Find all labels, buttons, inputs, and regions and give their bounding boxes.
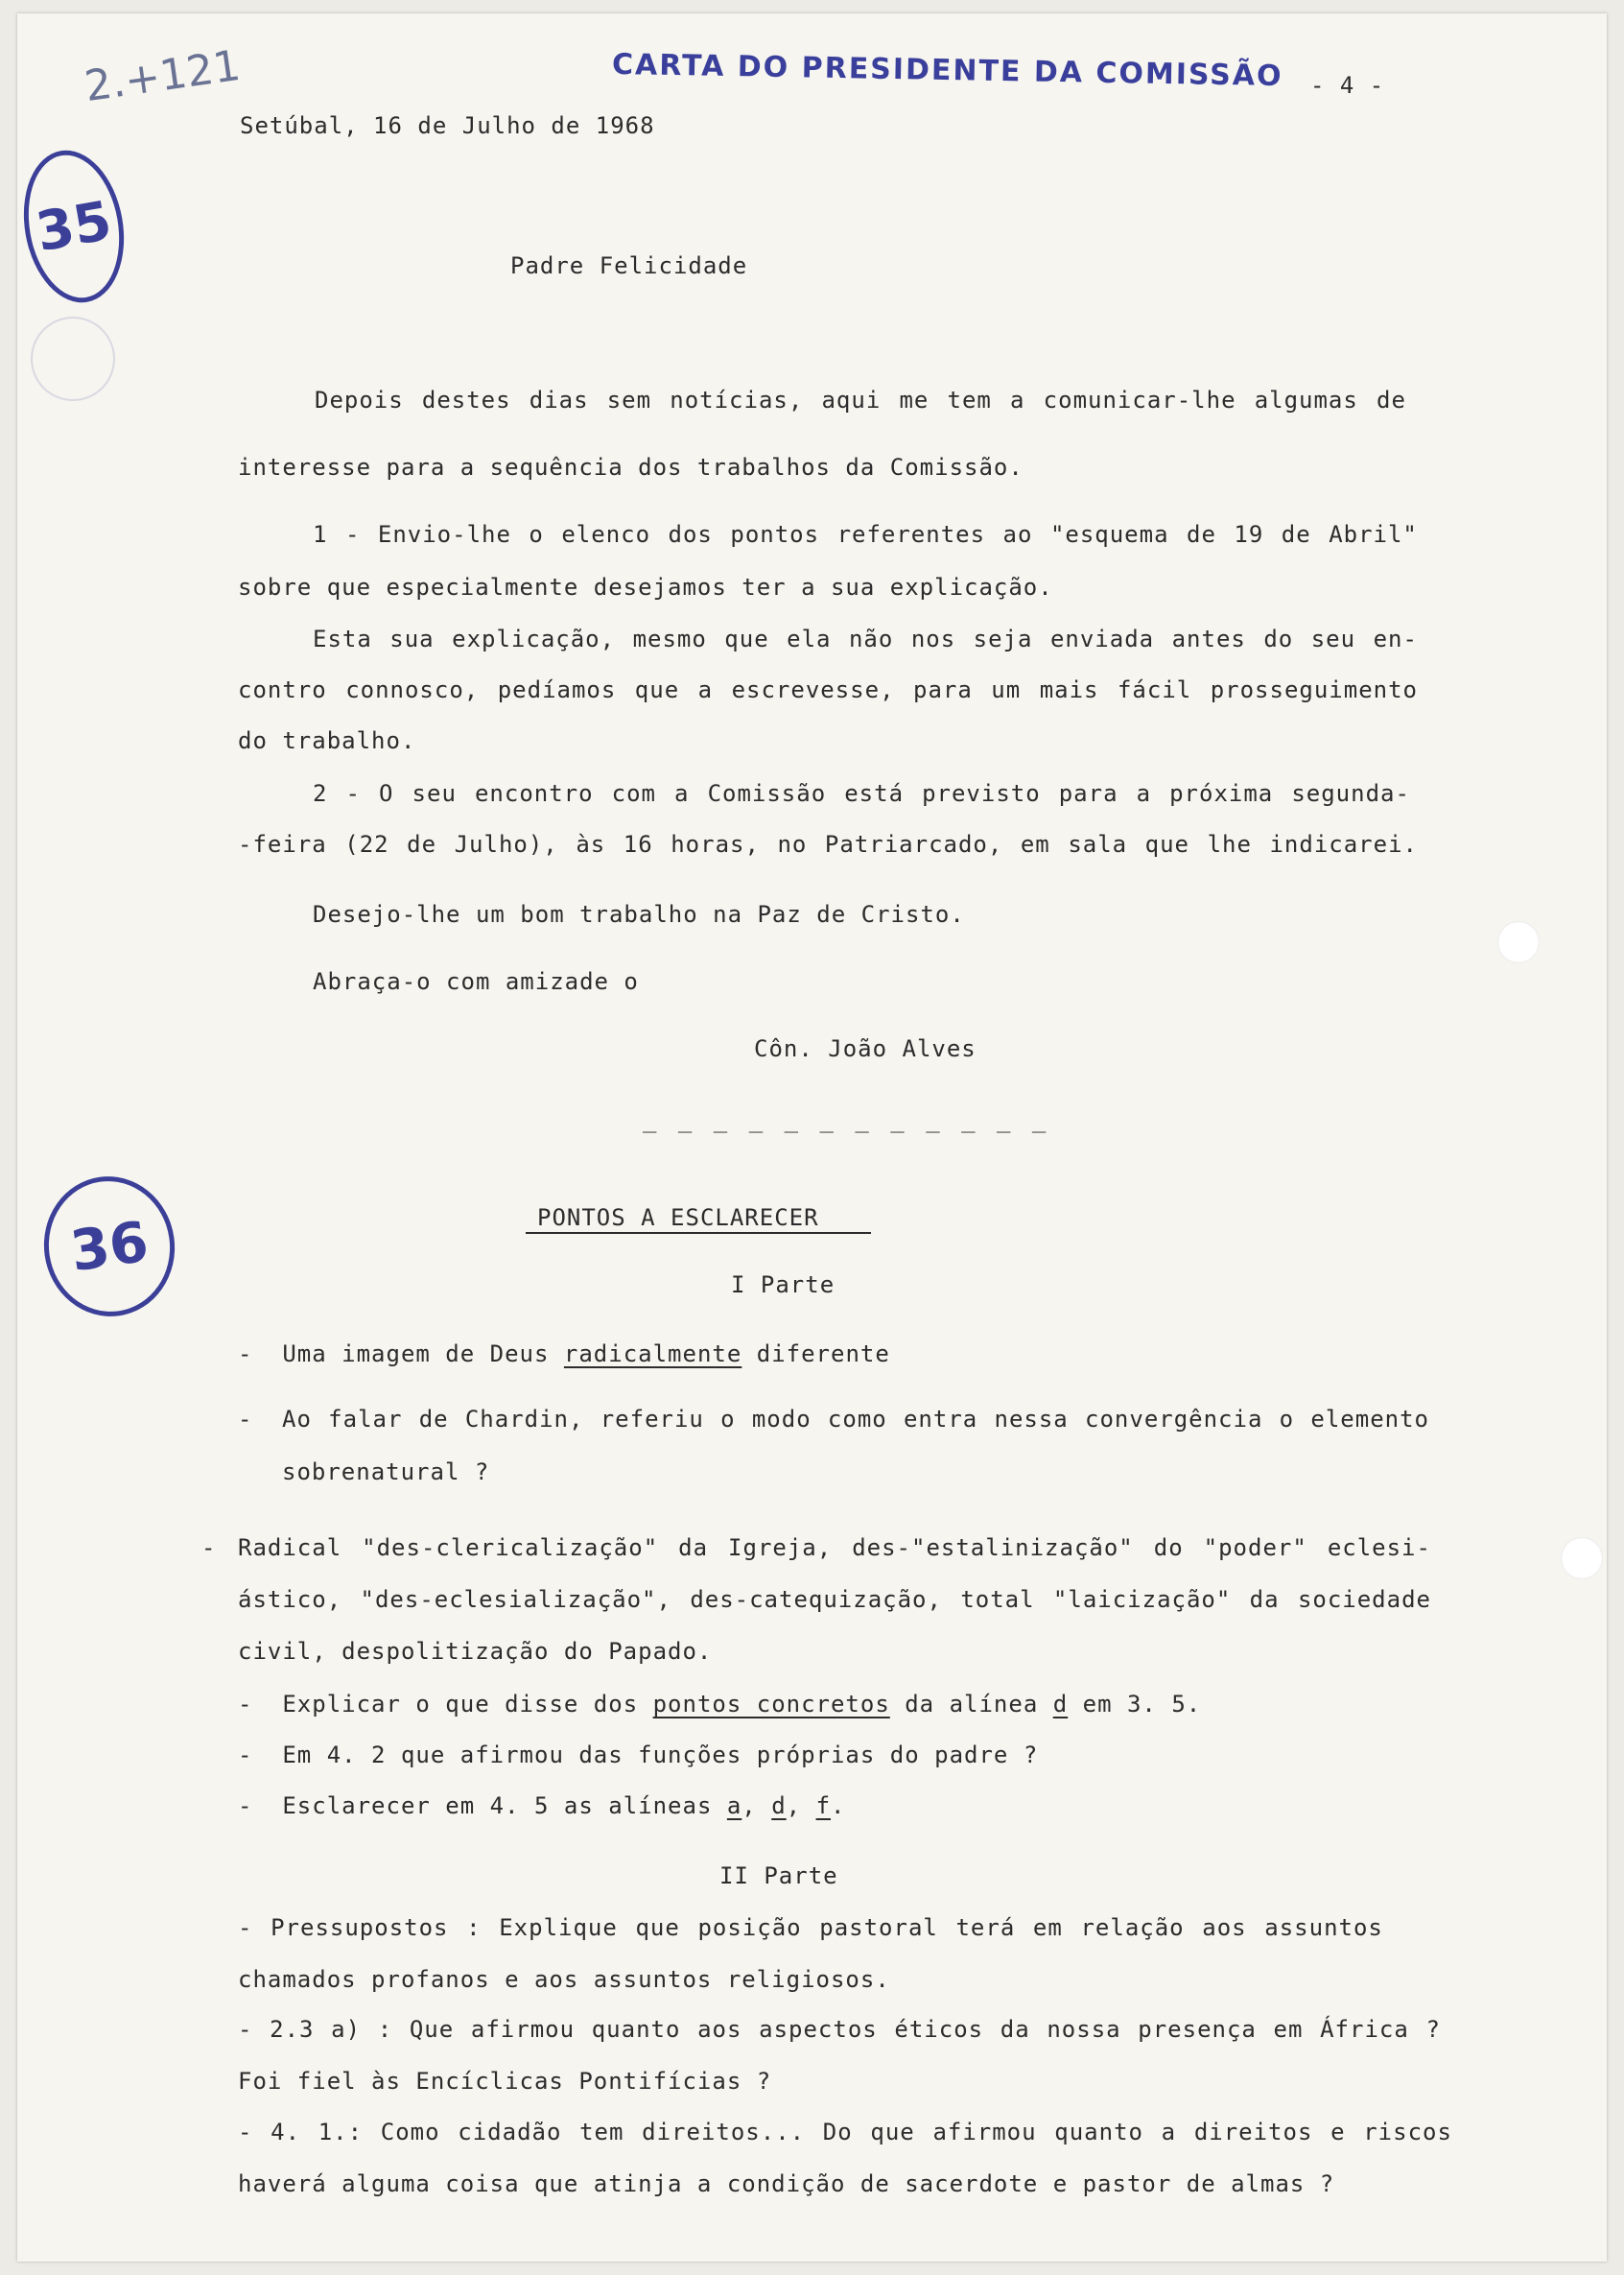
point-item-radical-line-3: civil, despolitização do Papado. — [238, 1638, 713, 1665]
word: indicarei. — [1269, 831, 1418, 858]
word: 19 — [1234, 521, 1264, 548]
separator-dashes: _ _ _ _ _ _ _ _ _ _ _ _ — [643, 1106, 1050, 1133]
word: que — [870, 2119, 915, 2145]
corner-note: 2.+121 — [82, 40, 244, 112]
word: mais — [1039, 676, 1099, 703]
word: "laicização" — [1052, 1586, 1232, 1613]
word: Julho), — [454, 831, 558, 858]
folio-stamp-35 — [17, 142, 135, 310]
word: afirmou — [470, 2016, 576, 2043]
word: a — [697, 676, 714, 703]
word: pontos — [730, 521, 820, 548]
word: a — [1136, 780, 1152, 807]
word: éticos — [894, 2016, 984, 2043]
word: nossa — [1047, 2016, 1121, 2043]
signature-name: Côn. João Alves — [754, 1035, 977, 1062]
word: ela — [787, 626, 832, 652]
word: o — [720, 1406, 736, 1433]
word: Abril" — [1329, 521, 1418, 548]
paragraph-3-line-3: do trabalho. — [238, 727, 416, 754]
word: o — [529, 521, 544, 548]
bullet-dash: - — [238, 1742, 283, 1768]
word: 1.: — [318, 2119, 364, 2145]
word: - — [238, 2016, 253, 2043]
point-item — [238, 1690, 1201, 1718]
faint-circle-mark — [31, 317, 115, 401]
bullet-dash: - — [238, 1406, 253, 1433]
word: algumas — [1254, 387, 1358, 414]
word: quanto — [591, 2016, 681, 2043]
word: nessa — [994, 1406, 1069, 1433]
word: Comissão — [707, 780, 827, 807]
point-text: da alínea — [889, 1691, 1053, 1718]
word: 1 — [313, 521, 328, 548]
word: en- — [1373, 626, 1418, 652]
word: tem — [947, 387, 992, 414]
word: des-"estalinização" — [852, 1534, 1134, 1561]
word: segunda- — [1291, 780, 1410, 807]
word: 2.3 — [270, 2016, 315, 2043]
word: ástico, — [238, 1586, 342, 1613]
word: está — [844, 780, 905, 807]
word: Explique — [499, 1914, 618, 1941]
paragraph-2-line-2: sobre que especialmente desejamos ter a sua explicação. — [238, 574, 1053, 601]
word: Como — [380, 2119, 440, 2145]
word: terá — [955, 1914, 1016, 1941]
point-item-chardin-line-1 — [282, 1405, 1429, 1434]
word: para — [913, 676, 973, 703]
word: direitos... — [642, 2119, 806, 2145]
word: pastoral — [819, 1914, 938, 1941]
recipient: Padre Felicidade — [510, 252, 748, 279]
word: do — [1153, 1534, 1184, 1561]
word: tem — [579, 2119, 624, 2145]
folio-number: 35 — [31, 189, 117, 264]
word: a — [1161, 2119, 1177, 2145]
word: em — [1020, 831, 1050, 858]
word: notícias, — [670, 387, 804, 414]
word: que — [1144, 831, 1190, 858]
point-text: Em 4. 2 que afirmou das funções próprias do padre ? — [282, 1742, 1039, 1768]
bullet-dash: - — [238, 1340, 283, 1367]
word: Igreja, — [728, 1534, 833, 1561]
closing-embrace: Abraça-o com amizade o — [313, 968, 639, 995]
point-item — [238, 1741, 1038, 1769]
word: Do — [822, 2119, 853, 2145]
point-text: diferente — [741, 1340, 890, 1367]
word: elenco — [561, 521, 651, 548]
word: relação — [1080, 1914, 1185, 1941]
part-1-heading: I Parte — [731, 1271, 836, 1298]
word: O — [379, 780, 394, 807]
word: de — [1281, 521, 1311, 548]
word: des-catequização, — [690, 1586, 942, 1613]
word: afirmou — [932, 2119, 1037, 2145]
word: a — [1010, 387, 1025, 414]
word: Chardin, — [464, 1406, 584, 1433]
word: que — [634, 676, 680, 703]
bullet-dash: - — [238, 1792, 283, 1819]
word: encontro — [474, 780, 594, 807]
word: posição — [697, 1914, 802, 1941]
underlined-text: d — [1052, 1691, 1069, 1718]
word: Patriarcado, — [824, 831, 1003, 858]
word: - — [345, 780, 361, 807]
word: - — [238, 1914, 253, 1941]
word: às — [576, 831, 606, 858]
underlined-text: radicalmente — [563, 1340, 742, 1367]
word: - — [238, 2119, 253, 2145]
word: seja — [973, 626, 1033, 652]
word: escrevesse, — [731, 676, 895, 703]
word: não — [848, 626, 894, 652]
place-date: Setúbal, 16 de Julho de 1968 — [240, 112, 655, 139]
word: o — [1279, 1406, 1295, 1433]
part-2-heading: II Parte — [719, 1862, 838, 1889]
word: enviada — [1049, 626, 1155, 652]
word: de — [1377, 387, 1406, 414]
word: explicação, — [452, 626, 616, 652]
word: aqui — [821, 387, 882, 414]
word: e — [1330, 2119, 1346, 2145]
word: 4. — [271, 2119, 301, 2145]
page-number: - 4 - — [1310, 72, 1385, 99]
word: de — [418, 1406, 449, 1433]
word: aspectos — [759, 2016, 878, 2043]
word: que — [635, 1914, 680, 1941]
closing-wish: Desejo-lhe um bom trabalho na Paz de Cristo. — [313, 901, 965, 928]
word: me — [899, 387, 930, 414]
word: presença — [1138, 2016, 1257, 2043]
word: 16 — [623, 831, 653, 858]
word: Radical — [238, 1534, 342, 1561]
word: Que — [409, 2016, 455, 2043]
word: de — [407, 831, 437, 858]
word: lhe — [1207, 831, 1252, 858]
word: sua — [389, 626, 435, 652]
underlined-text: pontos concretos — [652, 1691, 890, 1718]
punch-hole-bottom — [1561, 1537, 1603, 1579]
underlined-text: f — [815, 1792, 832, 1819]
word: : — [377, 2016, 393, 2043]
word: mesmo — [632, 626, 707, 652]
handwritten-title: CARTA DO PRESIDENTE DA COMISSÃO — [611, 47, 1283, 94]
word: eclesi- — [1327, 1534, 1431, 1561]
point-text: em 3. 5. — [1068, 1691, 1202, 1718]
bullet-dash: - — [201, 1534, 217, 1561]
word: contro — [238, 676, 327, 703]
folio-number: 36 — [66, 1208, 153, 1285]
word: connosco, — [345, 676, 480, 703]
word: 2 — [313, 780, 328, 807]
word: África — [1320, 2016, 1409, 2043]
word: assuntos — [1264, 1914, 1383, 1941]
word: do — [1263, 626, 1294, 652]
word: a — [674, 780, 690, 807]
word: no — [777, 831, 808, 858]
word: aos — [697, 2016, 742, 2043]
word: aos — [1202, 1914, 1247, 1941]
underlined-text: a — [726, 1792, 742, 1819]
word: "poder" — [1203, 1534, 1307, 1561]
folio-stamp-36 — [35, 1168, 184, 1325]
word: a) — [331, 2016, 362, 2043]
word: fácil — [1117, 676, 1192, 703]
word: de — [1187, 521, 1216, 548]
point-item — [238, 1339, 890, 1368]
points-heading: PONTOS A ESCLARECER — [537, 1204, 819, 1231]
paragraph-3-line-1 — [313, 625, 1418, 653]
word: direitos — [1193, 2119, 1313, 2145]
point-item-chardin-line-2: sobrenatural ? — [282, 1458, 490, 1485]
document-page — [17, 13, 1607, 2262]
word: comunicar-lhe — [1043, 387, 1236, 414]
point-item-radical-line-2 — [238, 1585, 1431, 1614]
word: da — [1000, 2016, 1030, 2043]
word: modo — [751, 1406, 812, 1433]
word: elemento — [1310, 1406, 1429, 1433]
word: cidadão — [458, 2119, 562, 2145]
punch-hole-top — [1497, 921, 1540, 963]
word: horas, — [671, 831, 760, 858]
paragraph-1-line-2: interesse para a sequência dos trabalhos da Comissão. — [238, 454, 1024, 481]
paragraph-1-line-1 — [315, 386, 1406, 415]
word: da — [678, 1534, 709, 1561]
word: próxima — [1169, 780, 1274, 807]
word: com — [611, 780, 656, 807]
word: como — [827, 1406, 887, 1433]
part-2-item-3-line-2: haverá alguma coisa que atinja a condição de sacerdote e pastor de almas ? — [238, 2170, 1335, 2197]
word: Envio-lhe — [377, 521, 511, 548]
word: da — [1249, 1586, 1280, 1613]
word: seu — [1310, 626, 1356, 652]
point-text: Esclarecer em 4. 5 as alíneas — [282, 1792, 727, 1819]
paragraph-4-line-1 — [313, 779, 1410, 808]
word: ao — [1002, 521, 1033, 548]
word: Depois — [315, 387, 404, 414]
word: previsto — [922, 780, 1041, 807]
bullet-dash: - — [238, 1691, 283, 1718]
word: dias — [529, 387, 589, 414]
paragraph-2-line-1 — [313, 520, 1418, 549]
word: quanto — [1054, 2119, 1143, 2145]
word: sem — [606, 387, 652, 414]
word: riscos — [1363, 2119, 1452, 2145]
point-item-radical-line-1 — [238, 1533, 1431, 1562]
word: que — [724, 626, 769, 652]
word: destes — [421, 387, 511, 414]
word: Pressupostos — [271, 1914, 449, 1941]
word: em — [1032, 1914, 1063, 1941]
word: "esquema — [1049, 521, 1169, 548]
paragraph-4-line-2 — [238, 830, 1418, 859]
word: um — [991, 676, 1022, 703]
part-2-item-2-line-1 — [238, 2015, 1441, 2044]
word: : — [466, 1914, 482, 1941]
paragraph-3-line-2 — [238, 675, 1418, 704]
word: pedíamos — [497, 676, 617, 703]
part-2-item-3-line-1 — [238, 2118, 1452, 2146]
word: referentes — [836, 521, 986, 548]
word: "des-eclesialização", — [360, 1586, 671, 1613]
word: sociedade — [1297, 1586, 1431, 1613]
word: seu — [412, 780, 457, 807]
part-2-item-1-line-2: chamados profanos e aos assuntos religiosos. — [238, 1966, 890, 1993]
point-text: Uma imagem de Deus — [282, 1340, 564, 1367]
word: (22 — [344, 831, 389, 858]
part-2-item-2-line-2: Foi fiel às Encíclicas Pontifícias ? — [238, 2068, 772, 2095]
word: em — [1273, 2016, 1304, 2043]
word: falar — [328, 1406, 403, 1433]
word: "des-clericalização" — [362, 1534, 659, 1561]
word: - — [344, 521, 361, 548]
word: prosseguimento — [1210, 676, 1418, 703]
heading-underline — [526, 1232, 871, 1234]
word: ? — [1425, 2016, 1441, 2043]
word: referiu — [600, 1406, 704, 1433]
word: para — [1058, 780, 1118, 807]
word: entra — [903, 1406, 978, 1433]
part-2-item-1-line-1 — [238, 1913, 1383, 1942]
word: nos — [910, 626, 956, 652]
point-item: - Esclarecer em 4. 5 as alíneas a, d, f. — [238, 1792, 846, 1819]
word: sala — [1068, 831, 1128, 858]
word: antes — [1171, 626, 1246, 652]
word: total — [960, 1586, 1035, 1613]
word: convergência — [1085, 1406, 1263, 1433]
word: -feira — [238, 831, 327, 858]
underlined-text: d — [771, 1792, 787, 1819]
word: Ao — [282, 1406, 312, 1433]
word: Esta — [313, 626, 372, 652]
word: dos — [668, 521, 713, 548]
point-text: Explicar o que disse dos — [282, 1691, 653, 1718]
